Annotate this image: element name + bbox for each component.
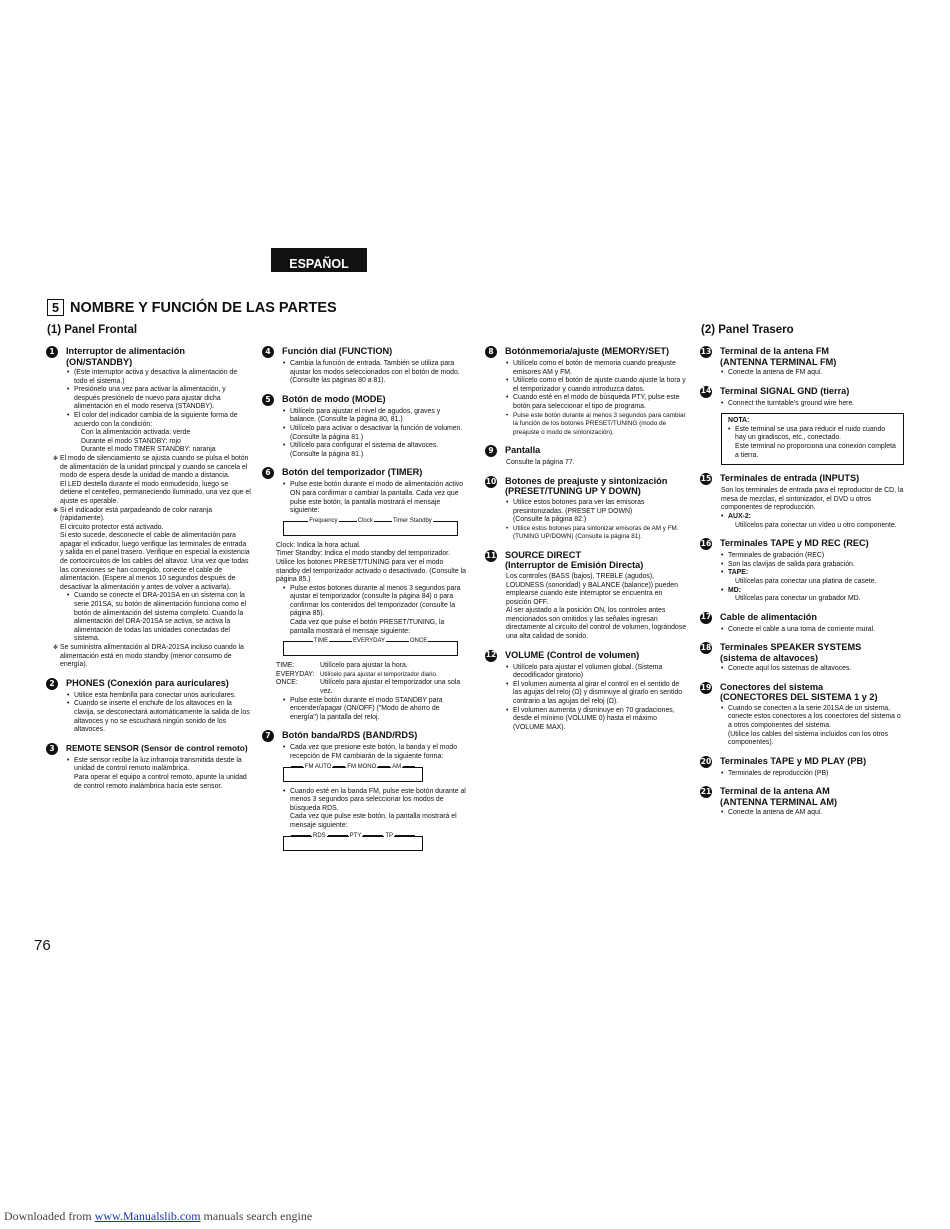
item-power-cord — [701, 612, 904, 635]
item-title: Botónmemoria/ajuste (MEMORY/SET) — [505, 346, 670, 356]
diagram-label: Frequency — [309, 517, 338, 524]
definition-term: EVERYDAY: — [276, 670, 315, 678]
item-title: Botón banda/RDS (BAND/RDS) — [282, 730, 418, 741]
bullet: • Cuando esté en el modo de búsqueda PTY, pulse este botón para seleccionar el tipo de programa. — [506, 394, 689, 411]
item-number-badge: 16 — [700, 538, 712, 550]
note-asterisk: ✻ El modo de silenciamiento se ajusta cuando se pulsa el botón de alimentación de la unidad principal y cuando se cancela el modo de espera desde la unidad de mando a distancia. El LED destella durante el modo enmudecido, luego se detiene el centelleo, permaneciendo iluminado, una vez que el ajuste es operable. — [53, 455, 251, 507]
diagram-label: ONCE — [409, 638, 428, 645]
bullet: • Cuando se inserte el enchufe de los altavoces en la clavija, se desconectará automáticamente la salida de los altavoces y no se escuchará ningún sonido de los altavoces. — [67, 700, 251, 734]
timer-definitions — [276, 662, 466, 696]
sub-heading: • AUX-2: — [721, 513, 904, 522]
definition-text: Utilícelo para ajustar el temporizador diario. — [320, 670, 438, 678]
bullet: • (Este interruptor activa y desactiva la alimentación de todo el sistema.) — [67, 369, 251, 386]
item-number-badge: 4 — [262, 346, 274, 358]
item-number-badge: 13 — [700, 346, 712, 358]
paragraph: Son los terminales de entrada para el reproductor de CD, la mesa de mezclas, el sintonizador, el DVD u otros componentes de reproducción. — [721, 487, 904, 512]
column-4 — [701, 346, 904, 826]
bullet: • El volumen aumenta al girar el control en el sentido de las agujas del reloj (Ω) y disminuye al girarlo en sentido contrario a las agujas del reloj (Ω). — [506, 681, 689, 707]
bullet: • Conecte aquí los sistemas de altavoces. — [721, 665, 904, 674]
item-title: Terminal de la antena FM (ANTENNA TERMINAL FM) — [720, 346, 837, 367]
item-number-badge: 11 — [485, 550, 497, 562]
bullet: • Pulse este botón durante el modo de alimentación activo ON para confirmar o cambiar la pantalla. Cada vez que pulse este botón, la pantalla mostrará el mensaje siguiente: — [283, 481, 466, 515]
sub-heading: • MD: — [721, 587, 904, 596]
diagram-label: EVERYDAY — [352, 638, 386, 645]
item-number-badge: 12 — [485, 650, 497, 662]
bullet: • Utilícelo para ajustar el nivel de agudos, graves y balance. (Consulte la página 80, 81.) — [283, 408, 466, 425]
bullet: • Pulse estos botones durante al menos 3 segundos para ajustar el temporizador (consulte la página 84) o para confirmar los contenidos del temporizador (consulte la página 85). Cada vez que pulse el botón PRESET/TUNING, la pantalla mostrará el mensaje siguiente: — [283, 585, 466, 637]
bullet: • Cuando esté en la banda FM, pulse este botón durante al menos 3 segundos para seleccionar los modos de búsqueda RDS. Cada vez que pulse este botón, la pantalla mostrará el mensaje siguiente: — [283, 788, 466, 831]
diagram-label: FM AUTO — [304, 763, 332, 770]
item-fm-antenna — [701, 346, 904, 378]
item-system-connectors — [701, 682, 904, 748]
column-3 — [486, 346, 689, 740]
note-asterisk: ✻ Se suministra alimentación al DRA-201SA incluso cuando la alimentación está en modo standby (menor consumo de energía). — [53, 644, 251, 670]
bullet: • Utilice esta hembrilla para conectar unos auriculares. — [67, 692, 251, 701]
item-number-badge: 15 — [700, 473, 712, 485]
item-am-antenna — [701, 786, 904, 818]
language-tab: ESPAÑOL — [271, 248, 367, 272]
item-title: Terminales TAPE y MD REC (REC) — [720, 538, 869, 549]
bullet: • Utilice estos botones para sintonizar emisoras de AM y FM. (TUNING UP/DOWN) (Consulte la página 81). — [506, 525, 689, 542]
paragraph: Los controles (BASS (bajos), TREBLE (agudos), LOUDNESS (sonoridad) y BALANCE (balance)) pueden emplearse cuando este interruptor se encuentra en posición OFF. Al ser ajustado a la posición ON, los controles antes mencionados son omitidos y las señales ingresan directamente al circuito del control de volumen, lográndose una alta calidad de sonido. — [506, 572, 687, 641]
item-mode-button — [263, 394, 466, 460]
item-display — [486, 445, 689, 468]
item-function-dial — [263, 346, 466, 386]
bullet: • Conecte la antena de AM aquí. — [721, 809, 904, 818]
bullet: • Terminales de reproducción (PB) — [721, 770, 904, 779]
bullet: • Conecte la antena de FM aquí. — [721, 369, 904, 378]
item-source-direct — [486, 550, 689, 642]
item-preset-tuning — [486, 476, 689, 542]
item-number-badge: 7 — [262, 730, 274, 742]
bullet: • Este terminal se usa para reducir el ruido cuando hay un giradiscos, etc., conectado. Este terminal no proporciona una conexión completa a tierra. — [728, 426, 897, 460]
item-number-badge: 1 — [46, 346, 58, 358]
item-title: Conectores del sistema (CONECTORES DEL SISTEMA 1 y 2) — [720, 681, 878, 703]
front-panel-heading: (1) Panel Frontal — [47, 324, 138, 336]
diagram-label: AM — [392, 763, 402, 770]
sub-heading: • TAPE: — [721, 569, 904, 578]
item-speaker-systems — [701, 642, 904, 674]
note-box — [721, 413, 904, 465]
display-cycle-diagram — [283, 517, 458, 536]
bullet: • El volumen aumenta y disminuye en 70 gradaciones, desde el mínimo (VOLUME 0) hasta el máximo (VOLUME MAX). — [506, 707, 689, 733]
item-band-rds-button — [263, 730, 466, 850]
item-signal-gnd — [701, 386, 904, 466]
item-number-badge: 9 — [485, 445, 497, 457]
bullet: • Utilícelo como el botón de ajuste cuando ajuste la hora y el temporizador y cuando introduzca datos. — [506, 377, 689, 394]
bullet: • Utilícelo para configurar el sistema de altavoces. (Consulte la página 81.) — [283, 442, 466, 459]
item-title: Terminales SPEAKER SYSTEMS (sistema de altavoces) — [720, 642, 862, 663]
item-number-badge: 17 — [700, 612, 712, 624]
item-title: Cable de alimentación — [720, 611, 818, 622]
item-number-badge: 8 — [485, 346, 497, 358]
paragraph: Consulte la página 77. — [506, 459, 575, 467]
item-number-badge: 21 — [700, 786, 712, 798]
indented-text: Utilícelos para conectar un vídeo u otro componente. — [735, 521, 897, 529]
item-title: SOURCE DIRECT (Interruptor de Emisión Directa) — [505, 549, 644, 571]
bullet: • Utilícelo para ajustar el volumen global. (Sistema decodificador giratorio) — [506, 664, 689, 681]
item-timer-button — [263, 467, 466, 722]
item-number-badge: 20 — [700, 756, 712, 768]
diagram-label: Timer Standby — [392, 517, 432, 524]
item-title: PHONES (Conexión para auriculares) — [66, 677, 229, 688]
column-2 — [263, 346, 466, 859]
condition-list: Con la alimentación activada: verde Durante el modo STANDBY: rojo Durante el modo TIMER STANDBY: naranja — [81, 429, 216, 454]
item-number-badge: 10 — [485, 476, 497, 488]
bullet: • Pulse este botón durante el modo STANDBY para encender/apagar (ON/OFF) ("Modo de ahorro de energía") la pantalla del reloj. — [283, 697, 466, 723]
definition-text: Utilícelo para ajustar la hora. — [320, 662, 408, 670]
item-tape-md-rec — [701, 538, 904, 604]
bullet: • Conecte el cable a una toma de corriente mural. — [721, 626, 904, 635]
bullet: • Utilícelo como el botón de memoria cuando preajuste emisores AM y FM. — [506, 360, 689, 377]
item-memory-set — [486, 346, 689, 437]
bullet: • Utilice estos botones para ver las emisoras presintonizadas. (PRESET UP DOWN) (Consulte la página 82.) — [506, 499, 689, 525]
item-title: Botón de modo (MODE) — [282, 393, 386, 404]
diagram-label: FM MONO — [347, 763, 377, 770]
bullet: • Terminales de grabación (REC) — [721, 552, 904, 561]
item-title: Terminal SIGNAL GND (tierra) — [720, 385, 850, 396]
item-title: Botones de preajuste y sintonización (PRESET/TUNING UP Y DOWN) — [505, 475, 668, 497]
item-title: Terminales de entrada (INPUTS) — [720, 473, 860, 484]
bullet: • Cuando se conecte el DRA-201SA en un sistema con la serie 201SA, su botón de alimentación funciona como el botón de alimentación del sistema completo. Cuando la alimentación del DRA-201SA se activa, se activa la alimentación de todas las unidades conectadas del sistema. — [67, 592, 251, 644]
indented-text: Utilícelas para conectar una platina de casete. — [735, 577, 877, 585]
item-tape-md-play — [701, 756, 904, 779]
footer-prefix: Downloaded from — [4, 1209, 95, 1223]
bullet: • Utilícelo para activar o desactivar la función de volumen. (Consulte la página 81.) — [283, 425, 466, 442]
bullet: • Cambia la función de entrada. También se utiliza para ajustar los modos seleccionados con el botón de modo. (Consulte las páginas 80 a 81). — [283, 360, 466, 386]
item-title: Pantalla — [505, 445, 541, 456]
item-title: Función dial (FUNCTION) — [282, 346, 393, 356]
item-power-switch — [47, 346, 251, 670]
band-cycle-diagram — [283, 763, 423, 782]
paragraph: Clock: Indica la hora actual. Timer Standby: Indica el modo standby del temporizador. Utilice los botones PRESET/TUNING para ver el modo standby del temporizador activado o desactivado. (Consulte la página 85.) — [276, 541, 466, 584]
item-number-badge: 3 — [46, 743, 58, 755]
bullet: • Este sensor recibe la luz infrarroja transmitida desde la unidad de control remoto inalámbrica. Para operar el equipo a control remoto, apunte la unidad de control remoto inalámbrica hacia este sensor. — [67, 757, 251, 791]
bullet: • Cada vez que presione este botón, la banda y el modo recepción de FM cambiarán de la siguiente forma: — [283, 744, 466, 761]
bullet: • Cuando se conecten a la serie 201SA de un sistema, conecte estos conectores a los conectores del sistema o a otros componentes del sistema. (Utilice los cables del sistema incluidos con los otros componentes). — [721, 705, 904, 748]
section-title-text: NOMBRE Y FUNCIÓN DE LAS PARTES — [70, 299, 337, 316]
item-title: Terminal de la antena AM (ANTENNA TERMINAL AM) — [720, 786, 838, 807]
diagram-label: PTY — [349, 832, 362, 839]
item-number-badge: 5 — [262, 394, 274, 406]
item-phones — [47, 678, 251, 735]
item-number-badge: 6 — [262, 467, 274, 479]
item-remote-sensor — [47, 743, 251, 791]
manualslib-link[interactable]: www.Manualslib.com — [94, 1209, 201, 1223]
item-volume — [486, 650, 689, 733]
bullet: • Presiónelo una vez para activar la alimentación, y después presiónelo de nuevo para ajustar dicha alimentación en el modo reserva (STANDBY). — [67, 386, 251, 412]
note-title: NOTA: — [728, 417, 750, 425]
item-number-badge: 19 — [700, 682, 712, 694]
item-number-badge: 2 — [46, 678, 58, 690]
section-title — [47, 299, 337, 316]
rear-panel-heading: (2) Panel Trasero — [701, 324, 794, 336]
item-title: REMOTE SENSOR (Sensor de control remoto) — [66, 742, 248, 753]
page-number: 76 — [34, 937, 51, 954]
diagram-label: RDS — [313, 832, 326, 839]
diagram-label: TP — [385, 832, 394, 839]
rds-cycle-diagram — [283, 832, 423, 851]
diagram-label: TIME — [313, 638, 329, 645]
definition-term: ONCE: — [276, 679, 298, 687]
section-number: 5 — [47, 299, 64, 316]
item-number-badge: 14 — [700, 386, 712, 398]
item-title: VOLUME (Control de volumen) — [505, 649, 640, 660]
definition-term: TIME: — [276, 662, 295, 670]
bullet: • Connect the turntable's ground wire here. — [721, 400, 904, 409]
item-title: Interruptor de alimentación (ON/STANDBY) — [66, 346, 185, 367]
footer — [4, 1209, 312, 1224]
diagram-label: Clock — [357, 517, 373, 524]
footer-suffix: manuals search engine — [200, 1209, 313, 1223]
definition-text: Utilícelo para ajustar el temporizador una sola vez. — [320, 679, 461, 696]
timer-cycle-diagram — [283, 638, 458, 656]
bullet: • Son las clavijas de salida para grabación. — [721, 561, 904, 570]
note-asterisk: ✻ Si el indicador está parpadeando de color naranja (rápidamente). El circuito protector está activado. Si esto sucede, desconecte el cable de alimentación para apagar el indicador, luego verifique las terminales de entrada y salida en el panel trasero. Verifique en especial la existencia de cortocircuitos de los cables del altavoz. Una vez que todas las conexiones se han corregido, conecte el cable de alimentación. (Espere al menos 10 segundos después de desactivar la alimentación y antes de volver a activarla). — [53, 507, 251, 593]
bullet: • El color del indicador cambia de la siguiente forma de acuerdo con la condición: — [67, 412, 251, 429]
item-title: Botón del temporizador (TIMER) — [282, 467, 423, 478]
item-inputs — [701, 473, 904, 530]
bullet: • Pulse este botón durante al menos 3 segundos para cambiar la función de los botones PRESET/TUNING (modo de preajuste o modo de sintonización). — [506, 412, 689, 438]
item-number-badge: 18 — [700, 642, 712, 654]
item-title: Terminales TAPE y MD PLAY (PB) — [720, 755, 867, 766]
indented-text: Utilícelas para conectar un grabador MD. — [735, 595, 861, 603]
column-1 — [47, 346, 251, 799]
